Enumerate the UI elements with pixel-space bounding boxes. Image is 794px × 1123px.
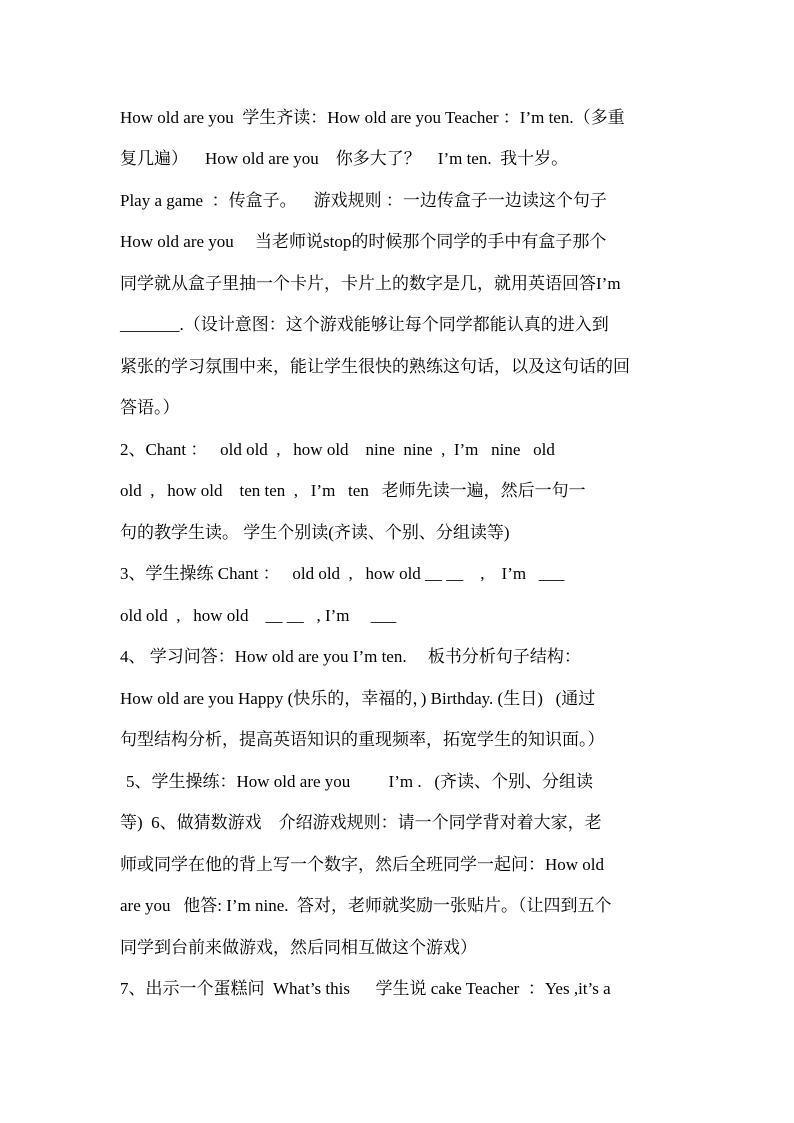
text-line: How old are you 当老师说stop的时候那个同学的手中有盒子那个 bbox=[120, 232, 607, 251]
text-line: 复几遍） How old are you 你多大了？ I’m ten. 我十岁。 bbox=[120, 149, 569, 168]
text-line: 3、学生操练 Chant ： old old , how old __ __ , I’m ___ bbox=[120, 564, 565, 583]
text-line: 师或同学在他的背上写一个数字，然后全班同学一起问：How old bbox=[120, 855, 605, 874]
text-line: _______.（设计意图：这个游戏能够让每个同学都能认真的进入到 bbox=[120, 315, 609, 334]
text-line: 句的教学生读。 学生个别读(齐读、个别、分组读等) bbox=[120, 523, 510, 542]
text-line: old old , how old __ __ , I’m ___ bbox=[120, 606, 397, 625]
text-line: 紧张的学习氛围中来，能让学生很快的熟练这句话，以及这句话的回 bbox=[120, 357, 630, 376]
text-line: 句型结构分析，提高英语知识的重现频率，拓宽学生的知识面。） bbox=[120, 730, 605, 749]
text-line: 等) 6、做猜数游戏 介绍游戏规则：请一个同学背对着大家，老 bbox=[120, 813, 602, 832]
text-line: 同学就从盒子里抽一个卡片，卡片上的数字是几，就用英语回答I’m bbox=[120, 274, 621, 293]
text-line: are you 他答: I’m nine. 答对，老师就奖励一张贴片。（让四到五个 bbox=[120, 896, 612, 915]
text-line: 答语。） bbox=[120, 398, 180, 417]
text-line: old , how old ten ten , I’m ten 老师先读一遍，然后一句一 bbox=[120, 481, 586, 500]
text-line: How old are you Happy (快乐的，幸福的，) Birthday. (生日) (通过 bbox=[120, 689, 596, 708]
text-line: 同学到台前来做游戏，然后同相互做这个游戏） bbox=[120, 938, 477, 957]
text-line: Play a game ：传盒子。 游戏规则 ：一边传盒子一边读这个句子 bbox=[120, 191, 607, 210]
text-line: 2、Chant ： old old , how old nine nine , I’m nine old bbox=[120, 440, 555, 459]
text-line: How old are you 学生齐读：How old are you Teacher ：I’m ten.（多重 bbox=[120, 108, 625, 127]
text-line: 7、出示一个蛋糕问 What’s this 学生说 cake Teacher ：Yes ,it’s a bbox=[120, 979, 611, 998]
text-line: 4、 学习问答：How old are you I’m ten. 板书分析句子结构： bbox=[120, 647, 581, 666]
text-line: 5、学生操练：How old are you I’m . (齐读、个别、分组读 bbox=[126, 772, 593, 791]
